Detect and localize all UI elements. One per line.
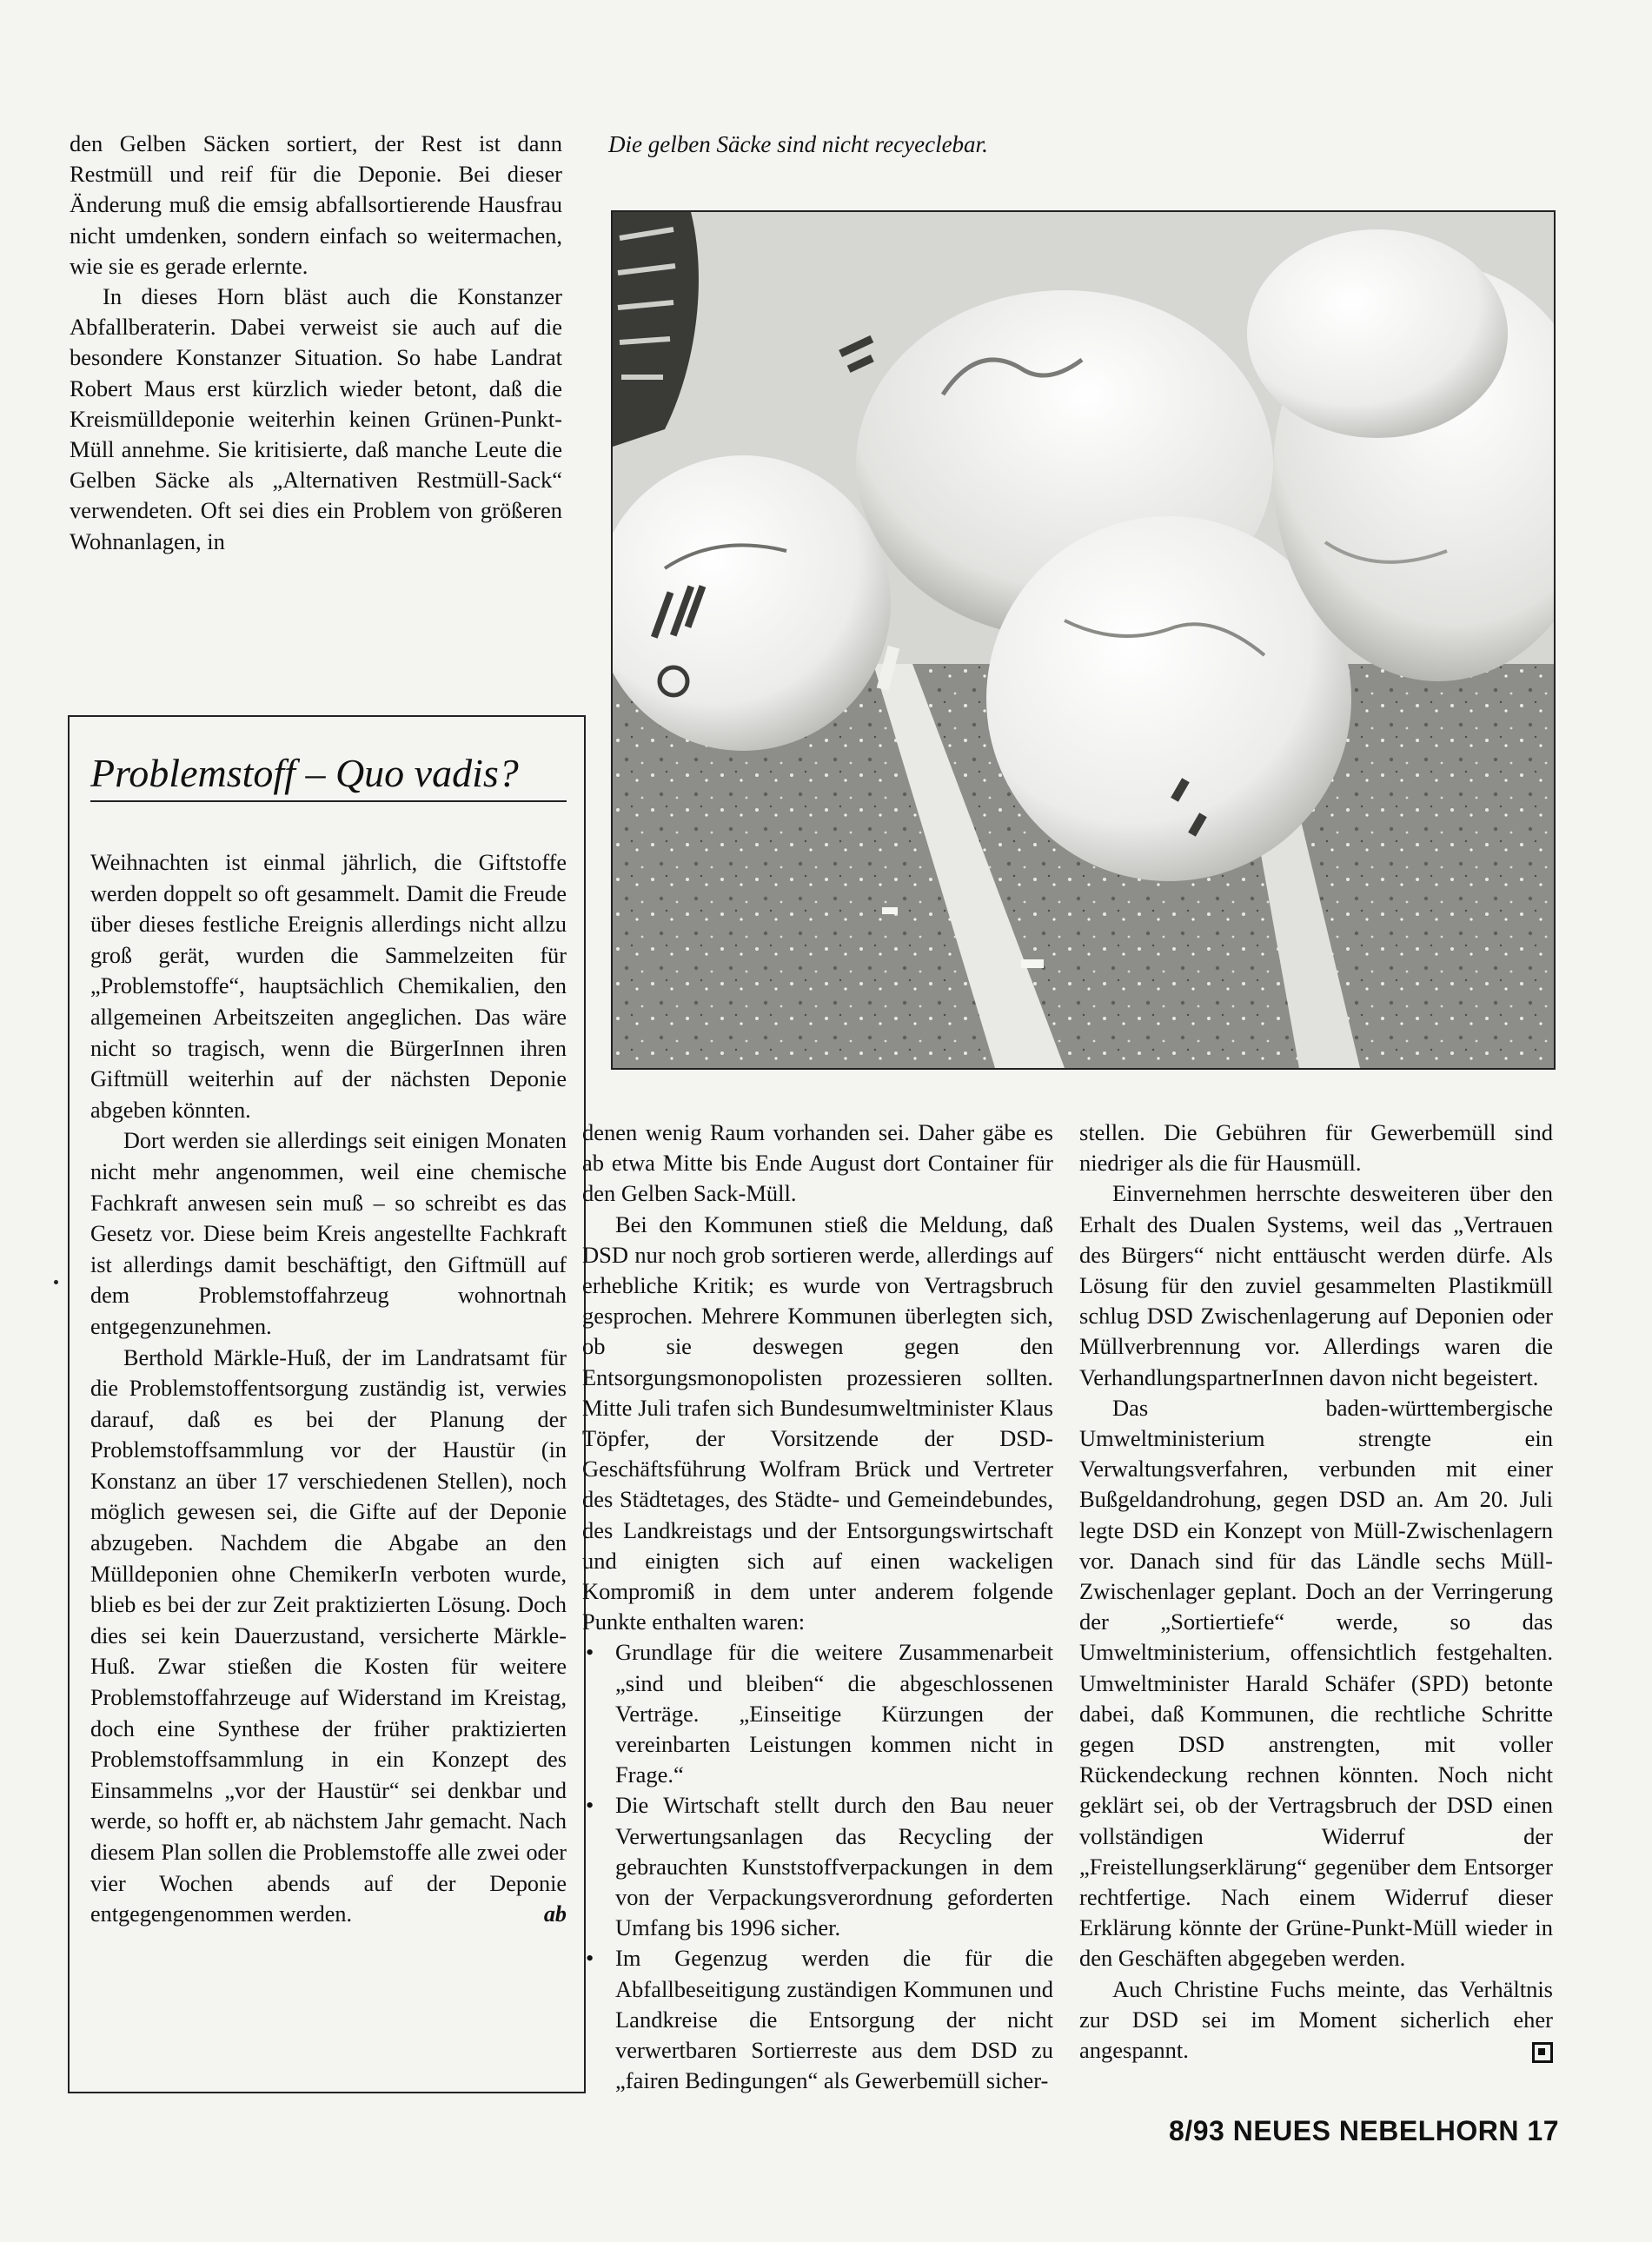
right-paragraph-1: stellen. Die Gebühren für Gewerbemüll sind niedriger als die für Hausmüll. xyxy=(1079,1119,1553,1177)
right-paragraph-4 xyxy=(1079,1974,1553,2066)
middle-column xyxy=(582,1118,1053,2097)
sidebar-paragraph-2: Dort werden sie allerdings seit einigen Monaten nicht mehr angenommen, weil eine chemische Fachkraft anwesen sein muß – so schreibt es das Gesetz vor. Diese beim Kreis angestellte Fachkraft ist allerdings damit beschäftigt, den Giftmüll auf dem Problemstoffahrzeug wohnortnah entgegenzunehmen. xyxy=(90,1128,567,1339)
agreement-bullet-list xyxy=(582,1637,1053,2096)
bullet-item-2: • Die Wirtschaft stellt durch den Bau neuer Verwertungsanlagen das Recycling der gebrauchten Kunststoffverpackungen in dem von der Verpackungsverordnung geforderten Umfang bis 1996 sicher. xyxy=(582,1790,1053,1943)
right-paragraph-4-text: Auch Christine Fuchs meinte, das Verhältnis zur DSD sei im Moment sicherlich eher angespannt. xyxy=(1079,1975,1553,2064)
sidebar-paragraph-3-text: Berthold Märkle-Huß, der im Landratsamt für die Problemstoffentsorgung zuständig ist, verwies darauf, daß es bei der Planung der Problemstoffsammlung vor der Haustür (in Konstanz an über 17 verschiedenen Stellen), noch möglich gewesen sei, die Gifte auf der Deponie abzugeben. Nachdem die Abgabe an den Mülldeponien ohne ChemikerIn verboten wurde, blieb es bei der zur Zeit praktizierten Lösung. Doch dies sei kein Dauerzustand, versicherte Märkle-Huß. Zwar stießen die Kosten für weitere Problemstoffahrzeuge auf Widerstand im Kreistag, doch eine Synthese der früher praktizierten Problemstoffsammlung in ein Konzept des Einsammelns „vor der Haustür“ sei denkbar und werde, so hofft er, ab nächstem Jahr gemacht. Nach diesem Plan sollen die Problemstoffe alle zwei oder vier Wochen abends auf der Deponie entgegengenommen werden. xyxy=(90,1344,567,1927)
bullet-item-3: • Im Gegenzug werden die für die Abfallbeseitigung zuständigen Kommunen und Landkreise die Entsorgung der nicht verwertbaren Sortierreste aus dem DSD zu „fairen Bedingungen“ als Gewerbemüll sicher- xyxy=(582,1943,1053,2096)
sidebar-body xyxy=(90,847,567,1930)
end-of-article-icon xyxy=(1532,2042,1553,2063)
left-paragraph-2: In dieses Horn bläst auch die Konstanzer Abfallberaterin. Dabei verweist sie auch auf die besondere Konstanzer Situation. So habe Landrat Robert Maus erst kürzlich wieder betont, daß die Kreismülldeponie weiterhin keinen Grünen-Punkt-Müll annehme. Sie kritisierte, daß manche Leute die Gelben Säcke als „Alternativen Restmüll-Sack“ verwendeten. Oft sei dies ein Problem von größeren Wohnanlagen, in xyxy=(70,283,562,554)
sidebar-title: Problemstoff – Quo vadis? xyxy=(90,750,567,802)
sidebar-box-problemstoff xyxy=(68,715,586,2093)
page-folio: 8/93 NEUES NEBELHORN 17 xyxy=(1169,2115,1559,2146)
bag-top-right xyxy=(1247,229,1508,438)
right-paragraph-3: Das baden-württembergische Umweltministerium strengte ein Verwaltungsverfahren, verbunden mit einer Bußgeldandrohung, gegen DSD an. Am 20. Juli legte DSD ein Konzept von Müll-Zwischenlagern vor. Danach sind für das Ländle sechs Müll-Zwischenlager geplant. Doch an der Verringerung der „Sortiertiefe“ werde, so das Umweltministerium, offensichtlich festgehalten. Umweltminister Harald Schäfer (SPD) betonte dabei, daß Kommunen, die rechtliche Schritte gegen DSD anstrengten, mit voller Rückendeckung rechnen könnten. Noch nicht geklärt sei, ob der Vertragsbruch der DSD einen vollständigen Widerruf der „Freistellungserklärung“ gegenüber dem Entsorger rechtfertige. Nach einem Widerruf dieser Erklärung könnte der Grüne-Punkt-Müll wieder in den Geschäften abgegeben werden. xyxy=(1079,1394,1553,1972)
bullet-item-1: • Grundlage für die weitere Zusammenarbeit „sind und bleiben“ die abgeschlossenen Verträge. „Einseitige Kürzungen der vereinbarten Leistungen kommen nicht in Frage.“ xyxy=(582,1637,1053,1790)
print-speck xyxy=(54,1280,58,1284)
right-paragraph-2: Einvernehmen herrschte desweiteren über den Erhalt des Dualen Systems, weil das „Vertrauen des Bürgers“ nicht enttäuscht werden dürfe. Als Lösung für den zuviel gesammelten Plastikmüll schlug DSD Zwischenlagerung auf Deponien oder Müllverbrennung vor. Allerdings waren die VerhandlungspartnerInnen davon nicht begeistert. xyxy=(1079,1180,1553,1390)
middle-paragraph-1: denen wenig Raum vorhanden sei. Daher gäbe es ab etwa Mitte bis Ende August dort Container für den Gelben Sack-Müll. xyxy=(582,1119,1053,1207)
photo-garbage-bags xyxy=(611,210,1556,1070)
photo-caption: Die gelben Säcke sind nicht recyeclebar. xyxy=(608,131,988,157)
left-paragraph-1: den Gelben Säcken sortiert, der Rest ist dann Restmüll und reif für die Deponie. Bei dieser Änderung muß die emsig abfallsortierende Hausfrau nicht umdenken, sondern einfach so weitermachen, wie sie es gerade erlernte. xyxy=(70,130,562,279)
author-signature: ab xyxy=(543,1901,567,1927)
right-column xyxy=(1079,1118,1553,2066)
left-column xyxy=(70,129,562,557)
middle-paragraph-2: Bei den Kommunen stieß die Meldung, daß DSD nur noch grob sortieren werde, allerdings auf erhebliche Kritik; es wurde von Vertragsbruch gesprochen. Mehrere Kommunen überlegten sich, ob sie deswegen gegen den Entsorgungsmonopolisten prozessieren sollten. Mitte Juli trafen sich Bundesumweltminister Klaus Töpfer, der Vorsitzende der DSD-Geschäftsführung Wolfram Brück und Vertreter des Städtetages, des Städte- und Gemeindebundes, des Landkreistags und der Entsorgungswirtschaft und einigten sich auf einen wackeligen Kompromiß in dem unter anderem folgende Punkte enthalten waren: xyxy=(582,1211,1053,1635)
sidebar-paragraph-3 xyxy=(90,1343,567,1930)
sidebar-paragraph-1: Weihnachten ist einmal jährlich, die Giftstoffe werden doppelt so oft gesammelt. Damit die Freude über dieses festliche Ereignis allerdings nicht allzu groß gerät, wurden die Sammelzeiten für „Problemstoffe“, hauptsächlich Chemikalien, den allgemeinen Arbeitszeiten angeglichen. Das wäre nicht so tragisch, wenn die BürgerInnen ihren Giftmüll weiterhin auf der nächsten Deponie abgeben könnten. xyxy=(90,850,567,1123)
